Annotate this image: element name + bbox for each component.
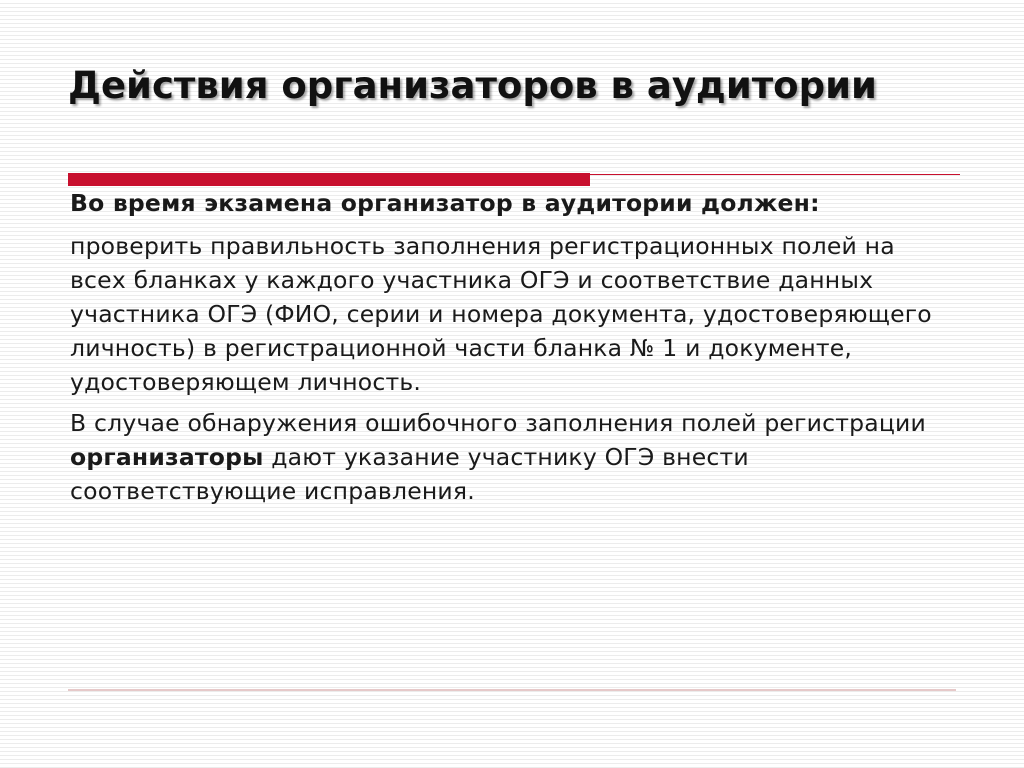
- paragraph-check-fields: проверить правильность заполнения регистрационных полей на всех бланках у каждого участника ОГЭ и соответствие данных участника ОГЭ (ФИО, серии и номера документа, удостоверяющего личность) в регистрационной части бланка № 1 и документе, удостоверяющем личность.: [70, 232, 932, 396]
- title-divider: [68, 173, 960, 187]
- paragraph-corrections: [70, 406, 950, 508]
- paragraph-corrections-start: В случае обнаружения ошибочного заполнения полей регистрации: [70, 409, 926, 437]
- lead-paragraph: Во время экзамена организатор в аудитории должен:: [70, 189, 820, 217]
- title-divider-bar: [68, 173, 590, 186]
- slide-body: [70, 186, 950, 515]
- title-divider-line: [590, 174, 960, 175]
- footer-divider: [68, 689, 956, 691]
- slide-title: Действия организаторов в аудитории: [68, 64, 877, 107]
- paragraph-corrections-emphasis: организаторы: [70, 443, 264, 471]
- paragraph-corrections-end: дают указание участнику ОГЭ внести соответствующие исправления.: [70, 443, 749, 505]
